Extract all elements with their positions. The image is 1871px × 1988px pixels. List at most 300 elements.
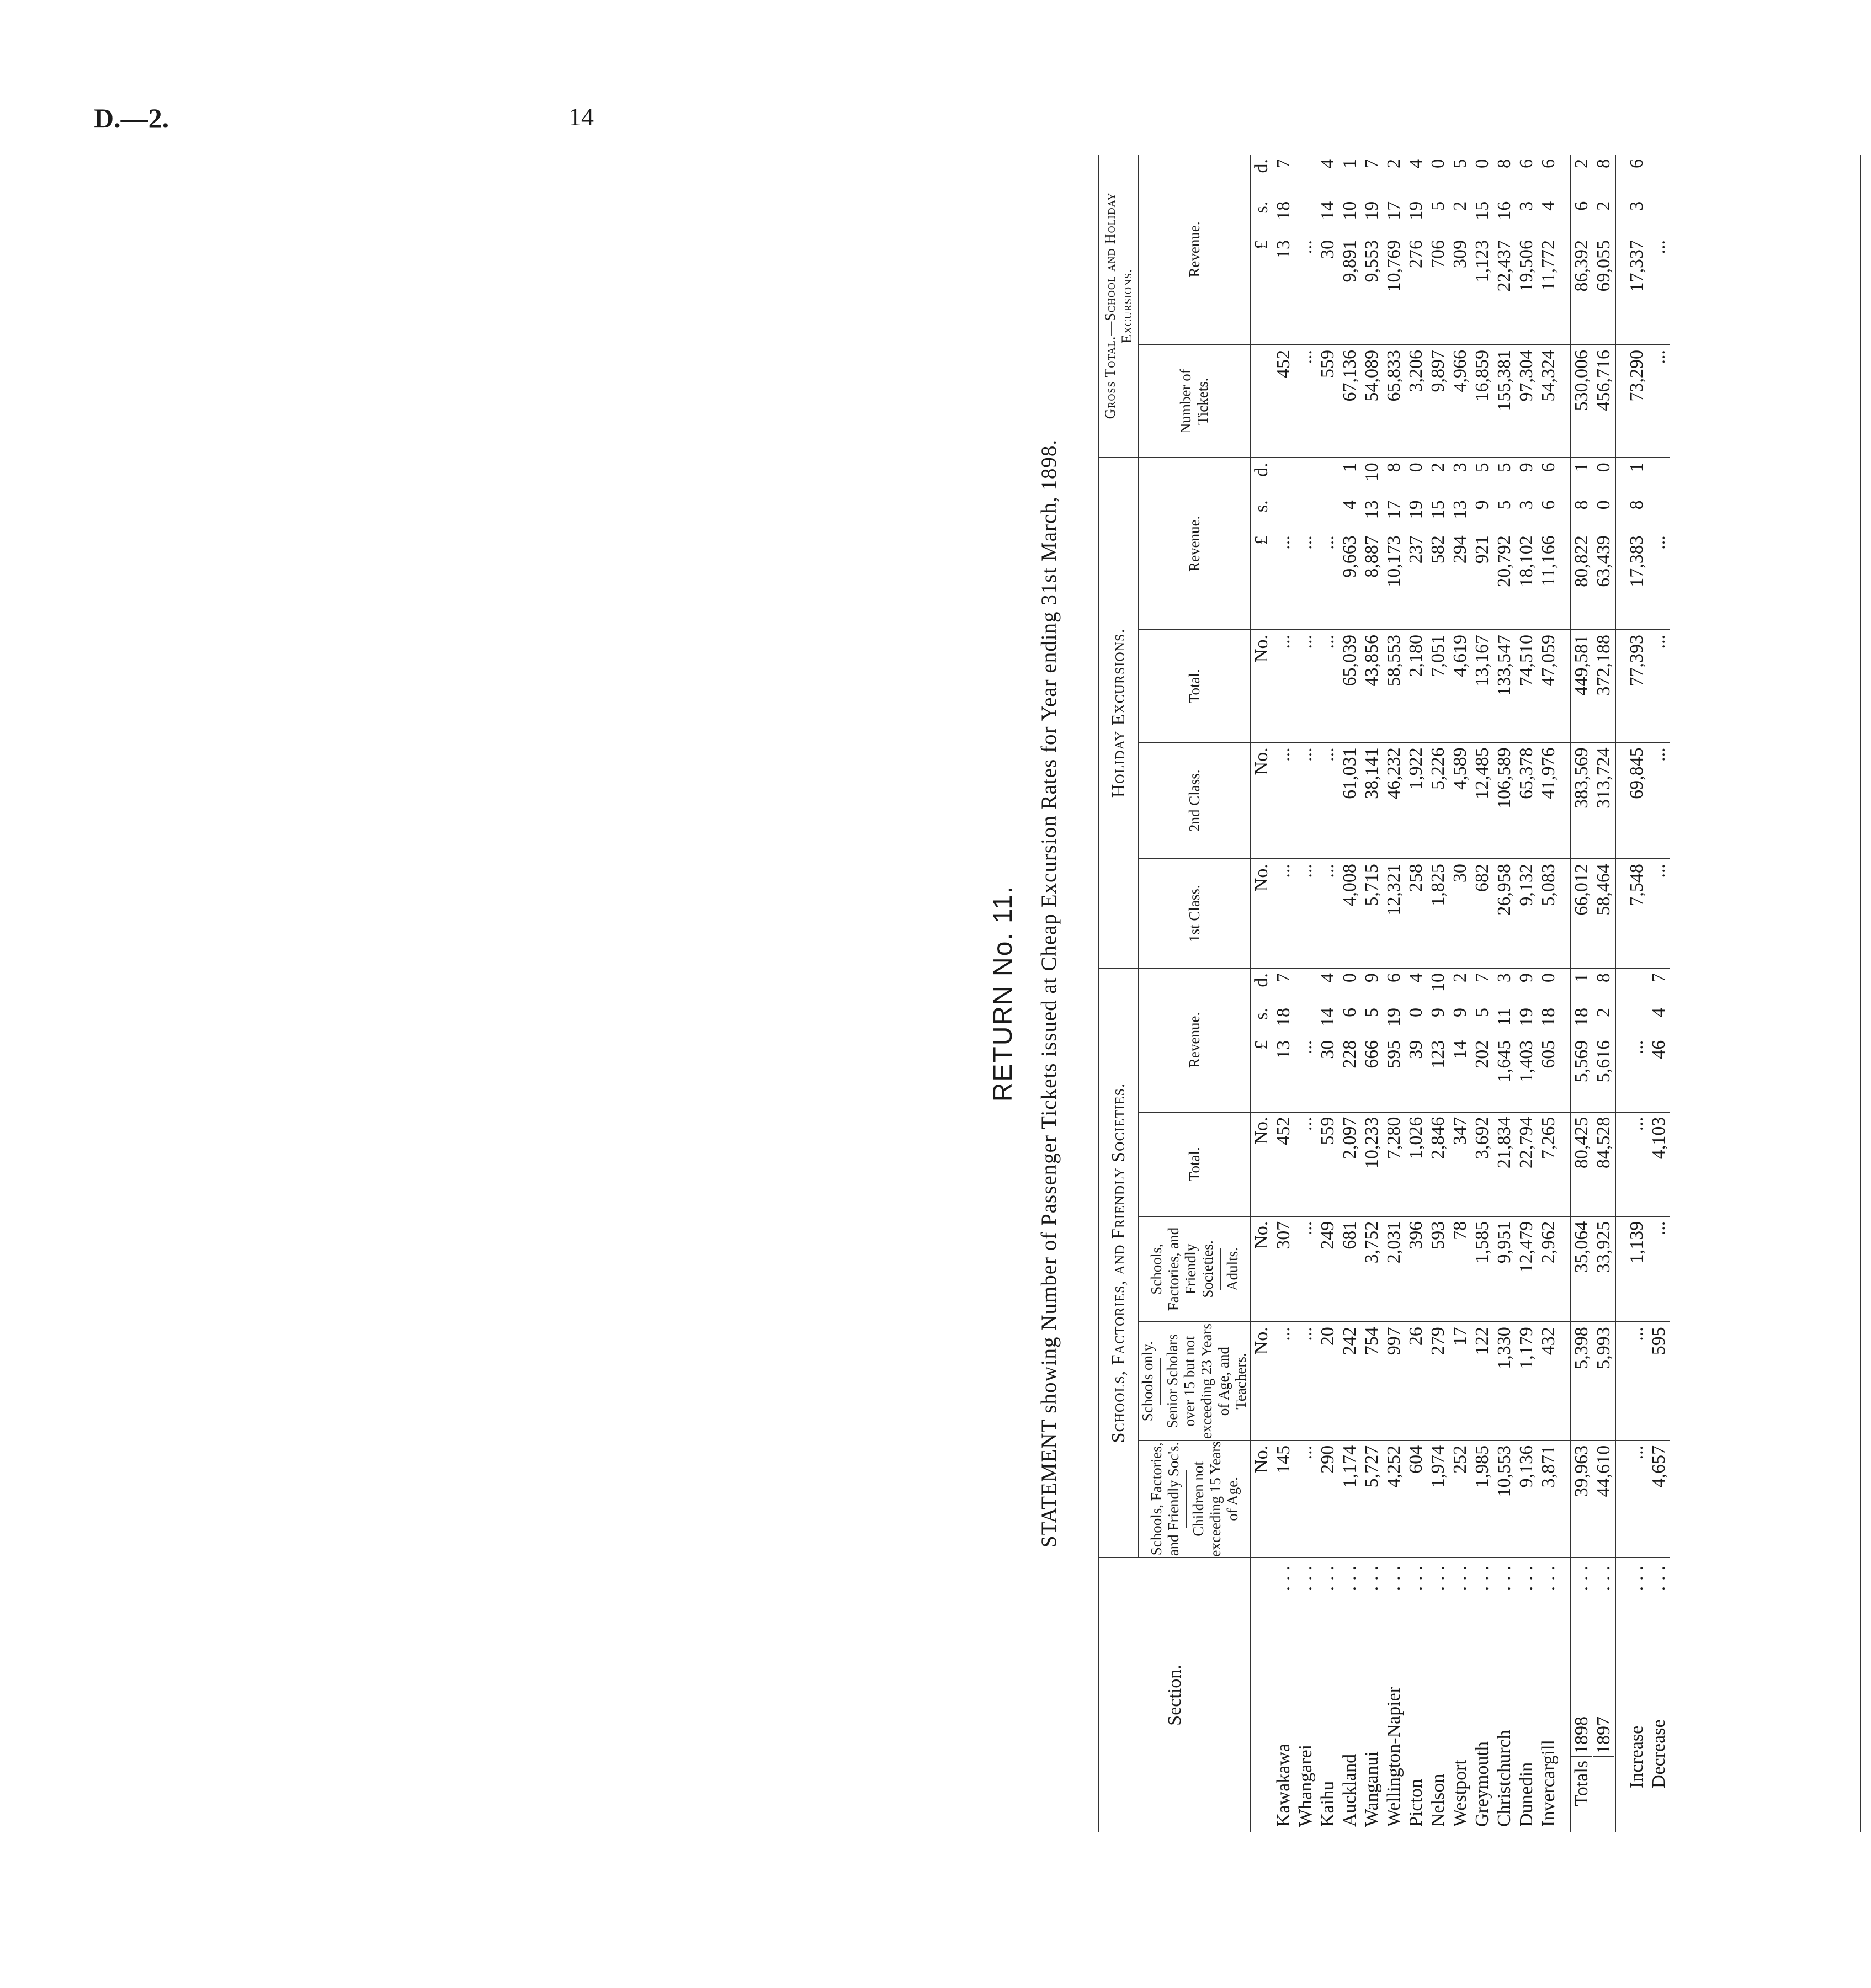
cell-grev-pence: 4 bbox=[1406, 159, 1427, 168]
cell-second-class: ... bbox=[1648, 742, 1670, 859]
spacer-cell bbox=[1615, 742, 1626, 859]
summary-label bbox=[1627, 1560, 1647, 1827]
cell-second-class: 1,922 bbox=[1405, 742, 1427, 859]
cell-rev-pence: 10 bbox=[1427, 968, 1449, 1003]
cell-hrev-pounds: ... bbox=[1649, 535, 1670, 550]
cell-first-class: 258 bbox=[1405, 859, 1427, 968]
spacer-cell bbox=[1615, 630, 1626, 742]
cell-rev-pence: 7 bbox=[1471, 968, 1493, 1003]
cell-children: 1,974 bbox=[1427, 1440, 1449, 1558]
spacer-cell bbox=[1560, 1558, 1570, 1832]
cell-children: 252 bbox=[1449, 1440, 1471, 1558]
cell-total: 22,794 bbox=[1516, 1112, 1538, 1216]
cell-hrev-shillings: 19 bbox=[1406, 500, 1427, 519]
units-no: No. bbox=[1250, 1322, 1273, 1440]
cell-hrev-pence bbox=[1648, 458, 1670, 496]
cell-adults: 1,139 bbox=[1626, 1216, 1648, 1322]
spacer-cell bbox=[1560, 496, 1570, 531]
cell-tickets: 155,381 bbox=[1493, 345, 1516, 458]
cell-total: 3,692 bbox=[1471, 1112, 1493, 1216]
cell-children: 604 bbox=[1405, 1440, 1427, 1558]
cell-holiday-total: 449,581 bbox=[1570, 630, 1593, 742]
spacer-cell bbox=[1615, 496, 1626, 531]
cell-grev-pounds: 86,392 bbox=[1570, 236, 1593, 345]
cell-rev-pence: 0 bbox=[1339, 968, 1361, 1003]
cell-hrev-shillings bbox=[1648, 496, 1670, 531]
col-senior-top: Schools only. bbox=[1139, 1341, 1156, 1422]
spacer-cell bbox=[1560, 742, 1570, 859]
cell-total: 347 bbox=[1449, 1112, 1471, 1216]
cell-second-class: 61,031 bbox=[1339, 742, 1361, 859]
cell-adults: 3,752 bbox=[1361, 1216, 1383, 1322]
cell-hrev-shillings: 0 bbox=[1593, 500, 1614, 510]
spacer-cell bbox=[1560, 1216, 1570, 1322]
cell-hrev-pounds: ... bbox=[1273, 535, 1294, 550]
cell-first-class: 58,464 bbox=[1593, 859, 1615, 968]
table-row bbox=[1538, 155, 1560, 1832]
cell-second-class: 4,589 bbox=[1449, 742, 1471, 859]
row-section-label: Christchurch bbox=[1494, 1730, 1515, 1827]
units-no: No. bbox=[1250, 742, 1273, 859]
spacer-cell bbox=[1560, 1036, 1570, 1112]
table-bottom-rule bbox=[1860, 155, 1861, 1832]
table-row bbox=[1449, 155, 1471, 1832]
cell-grev-pounds: 22,437 bbox=[1494, 240, 1515, 292]
cell-rev-pence: 1 bbox=[1570, 968, 1593, 1003]
cell-senior: 595 bbox=[1648, 1322, 1670, 1440]
spacer-cell bbox=[1560, 1440, 1570, 1558]
cell-hrev-pence: 1 bbox=[1626, 458, 1648, 496]
cell-rev-pounds: 39 bbox=[1406, 1040, 1427, 1059]
spacer-cell bbox=[1560, 197, 1570, 236]
cell-second-class: 65,378 bbox=[1516, 742, 1538, 859]
row-section bbox=[1493, 1558, 1516, 1832]
totals-year: 1897 bbox=[1593, 1716, 1614, 1757]
cell-rev-shillings: 2 bbox=[1593, 1007, 1614, 1017]
group-holiday: Holiday Excursions. bbox=[1099, 458, 1139, 968]
table-row bbox=[1626, 155, 1648, 1832]
row-section-label: Whangarei bbox=[1295, 1744, 1316, 1827]
cell-total: 559 bbox=[1317, 1112, 1339, 1216]
cell-hrev-shillings: 6 bbox=[1538, 500, 1559, 510]
cell-grev-shillings: 4 bbox=[1538, 201, 1559, 211]
cell-second-class: 383,569 bbox=[1570, 742, 1593, 859]
cell-first-class: ... bbox=[1317, 859, 1339, 968]
spacer-cell bbox=[1615, 531, 1626, 630]
summary-label bbox=[1649, 1560, 1670, 1827]
cell-hrev-shillings: 8 bbox=[1627, 500, 1647, 510]
spacer-row bbox=[1560, 155, 1570, 1832]
cell-holiday-total: 74,510 bbox=[1516, 630, 1538, 742]
cell-hrev-pounds: ... bbox=[1317, 535, 1338, 550]
leader-dots: ... bbox=[1450, 1560, 1471, 1591]
cell-second-class: 12,485 bbox=[1471, 742, 1493, 859]
leader-dots: ... bbox=[1428, 1560, 1449, 1591]
cell-total: 1,026 bbox=[1405, 1112, 1427, 1216]
cell-hrev-shillings: 17 bbox=[1384, 500, 1405, 519]
cell-tickets: 456,716 bbox=[1593, 345, 1615, 458]
leader-dots: ... bbox=[1406, 1560, 1427, 1591]
summary-word: Increase bbox=[1627, 1725, 1647, 1788]
cell-hrev-shillings: 13 bbox=[1362, 500, 1383, 519]
col-revenue: Revenue. bbox=[1139, 968, 1250, 1112]
cell-senior: 432 bbox=[1538, 1322, 1560, 1440]
cell-rev-pounds: 666 bbox=[1362, 1040, 1383, 1069]
row-section-label: Invercargill bbox=[1538, 1740, 1559, 1827]
row-section-label: Kawakawa bbox=[1273, 1743, 1294, 1827]
col-second-class: 2nd Class. bbox=[1139, 742, 1250, 859]
cell-senior: 242 bbox=[1339, 1322, 1361, 1440]
cell-hrev-pounds: 80,822 bbox=[1570, 531, 1593, 630]
row-section-label: Westport bbox=[1450, 1760, 1471, 1827]
cell-grev-pence: 7 bbox=[1273, 159, 1294, 168]
cell-grev-pence: 7 bbox=[1362, 159, 1383, 168]
cell-grev-pence: 1 bbox=[1340, 159, 1360, 168]
cell-holiday-total: 4,619 bbox=[1449, 630, 1471, 742]
totals-word: Totals bbox=[1571, 1761, 1592, 1806]
units-no: No. bbox=[1250, 1112, 1273, 1216]
units-no: No. bbox=[1250, 1216, 1273, 1322]
row-section bbox=[1538, 1558, 1560, 1832]
cell-grev-pence: 2 bbox=[1570, 155, 1593, 197]
cell-holiday-total: 13,167 bbox=[1471, 630, 1493, 742]
cell-grev-shillings: 2 bbox=[1450, 201, 1471, 211]
cell-rev-pence: 4 bbox=[1317, 968, 1339, 1003]
table-row bbox=[1648, 155, 1670, 1832]
col-tickets: Number of Tickets. bbox=[1139, 345, 1250, 458]
statement-title: STATEMENT showing Number of Passenger Tickets issued at Cheap Excursion Rates for Year ending 31st March, 1898. bbox=[1037, 439, 1061, 1548]
cell-first-class: ... bbox=[1273, 859, 1295, 968]
cell-hrev-pounds: 11,166 bbox=[1538, 535, 1559, 587]
cell-first-class: ... bbox=[1648, 859, 1670, 968]
excursion-table bbox=[1098, 155, 1670, 1832]
cell-rev-shillings bbox=[1626, 1003, 1648, 1036]
cell-total: 21,834 bbox=[1493, 1112, 1516, 1216]
cell-grev-pence: 5 bbox=[1450, 159, 1471, 168]
cell-rev-shillings: 14 bbox=[1317, 1007, 1338, 1027]
col-adults-top: Schools, Factories, and Friendly Societies. bbox=[1147, 1227, 1216, 1311]
units-shilling: s. bbox=[1251, 1007, 1272, 1020]
cell-rev-shillings bbox=[1295, 1003, 1317, 1036]
cell-adults: 307 bbox=[1273, 1216, 1295, 1322]
cell-hrev-shillings bbox=[1317, 496, 1339, 531]
units-pence: d. bbox=[1250, 968, 1273, 1003]
row-section-label: Wellington-Napier bbox=[1384, 1686, 1405, 1827]
cell-total: 7,280 bbox=[1383, 1112, 1405, 1216]
cell-senior: 1,179 bbox=[1516, 1322, 1538, 1440]
cell-holiday-total: 2,180 bbox=[1405, 630, 1427, 742]
cell-senior: 5,993 bbox=[1593, 1322, 1615, 1440]
leader-dots: ... bbox=[1340, 1560, 1360, 1591]
units-pence: d. bbox=[1250, 458, 1273, 496]
cell-adults: ... bbox=[1295, 1216, 1317, 1322]
units-no: No. bbox=[1250, 630, 1273, 742]
spacer-cell bbox=[1560, 236, 1570, 345]
col-children-bottom: Children not exceeding 15 Years of Age. bbox=[1189, 1441, 1241, 1557]
cell-grev-pounds: 309 bbox=[1450, 240, 1471, 269]
leader-dots: ... bbox=[1295, 1560, 1316, 1591]
page-number: 14 bbox=[568, 103, 594, 131]
cell-rev-shillings: 18 bbox=[1538, 1007, 1559, 1027]
col-gross-revenue: Revenue. bbox=[1139, 155, 1250, 345]
spacer-row bbox=[1615, 155, 1626, 1832]
cell-holiday-total: ... bbox=[1648, 630, 1670, 742]
row-section-label: Kaihu bbox=[1317, 1780, 1338, 1827]
cell-senior: 122 bbox=[1471, 1322, 1493, 1440]
cell-children: 10,553 bbox=[1493, 1440, 1516, 1558]
row-section bbox=[1405, 1558, 1427, 1832]
cell-grev-pence: 8 bbox=[1593, 159, 1614, 168]
cell-grev-pounds: 9,553 bbox=[1362, 240, 1383, 283]
cell-rev-pounds: 1,403 bbox=[1516, 1040, 1537, 1083]
cell-rev-pence bbox=[1626, 968, 1648, 1003]
totals-year: 1898 bbox=[1571, 1716, 1592, 1757]
cell-adults: 33,925 bbox=[1593, 1216, 1615, 1322]
cell-holiday-total: 77,393 bbox=[1626, 630, 1648, 742]
units-pound: £ bbox=[1251, 535, 1272, 545]
cell-second-class: 106,589 bbox=[1493, 742, 1516, 859]
cell-rev-pence: 9 bbox=[1516, 968, 1538, 1003]
cell-holiday-total: 58,553 bbox=[1383, 630, 1405, 742]
cell-second-class: 46,232 bbox=[1383, 742, 1405, 859]
cell-rev-shillings: 19 bbox=[1516, 1007, 1537, 1027]
cell-hrev-pence: 3 bbox=[1449, 458, 1471, 496]
units-pound: £ bbox=[1251, 1040, 1272, 1050]
cell-hrev-pence: 0 bbox=[1593, 458, 1615, 496]
spacer-cell bbox=[1615, 968, 1626, 1003]
cell-hrev-pence: 5 bbox=[1471, 458, 1493, 496]
cell-adults: 1,585 bbox=[1471, 1216, 1493, 1322]
leader-dots: ... bbox=[1538, 1560, 1559, 1591]
spacer-cell bbox=[1615, 345, 1626, 458]
row-section bbox=[1516, 1558, 1538, 1832]
cell-hrev-pounds: 294 bbox=[1450, 535, 1471, 564]
col-adults bbox=[1139, 1216, 1250, 1322]
cell-grev-pence: 6 bbox=[1627, 159, 1647, 168]
spacer-cell bbox=[1615, 1036, 1626, 1112]
table-row bbox=[1570, 155, 1593, 1832]
cell-hrev-shillings bbox=[1273, 496, 1295, 531]
spacer-cell bbox=[1615, 1112, 1626, 1216]
cell-hrev-pence: 10 bbox=[1361, 458, 1383, 496]
return-title: RETURN No. 11. bbox=[988, 885, 1018, 1102]
spacer-cell bbox=[1560, 155, 1570, 197]
cell-rev-pounds: ... bbox=[1627, 1040, 1647, 1055]
leader-dots: ... bbox=[1494, 1560, 1515, 1591]
cell-grev-pence: 2 bbox=[1384, 159, 1405, 168]
cell-total: 7,265 bbox=[1538, 1112, 1560, 1216]
cell-holiday-total: ... bbox=[1273, 630, 1295, 742]
row-section-label: Picton bbox=[1406, 1779, 1427, 1827]
units-shilling: s. bbox=[1251, 201, 1272, 214]
row-section bbox=[1648, 1558, 1670, 1832]
cell-holiday-total: 372,188 bbox=[1593, 630, 1615, 742]
cell-rev-pounds: ... bbox=[1295, 1040, 1316, 1055]
row-section bbox=[1273, 1558, 1295, 1832]
cell-hrev-pence: 1 bbox=[1339, 458, 1361, 496]
cell-total: ... bbox=[1626, 1112, 1648, 1216]
spacer-cell bbox=[1615, 1558, 1626, 1832]
cell-senior: ... bbox=[1626, 1322, 1648, 1440]
cell-tickets: 530,006 bbox=[1570, 345, 1593, 458]
spacer-cell bbox=[1560, 859, 1570, 968]
group-schools: Schools, Factories, and Friendly Societies. bbox=[1099, 968, 1139, 1558]
cell-first-class: 5,715 bbox=[1361, 859, 1383, 968]
table-row bbox=[1317, 155, 1339, 1832]
spacer-cell bbox=[1615, 1216, 1626, 1322]
col-section: Section. bbox=[1099, 1558, 1250, 1832]
cell-grev-pounds: ... bbox=[1295, 240, 1316, 254]
cell-senior: 5,398 bbox=[1570, 1322, 1593, 1440]
table-row bbox=[1471, 155, 1493, 1832]
row-section-label: Auckland bbox=[1340, 1753, 1360, 1827]
cell-hrev-pounds: 9,663 bbox=[1340, 535, 1360, 578]
spacer-cell bbox=[1560, 1003, 1570, 1036]
spacer-cell bbox=[1560, 1322, 1570, 1440]
cell-grev-shillings: 3 bbox=[1516, 201, 1537, 211]
cell-adults: 249 bbox=[1317, 1216, 1339, 1322]
cell-rev-shillings: 11 bbox=[1494, 1007, 1515, 1026]
cell-second-class: 69,845 bbox=[1626, 742, 1648, 859]
cell-grev-pounds: 17,337 bbox=[1627, 240, 1647, 292]
cell-grev-pounds: 30 bbox=[1317, 240, 1338, 259]
cell-rev-pounds: 5,569 bbox=[1570, 1036, 1593, 1112]
table-row bbox=[1405, 155, 1427, 1832]
cell-grev-shillings: 3 bbox=[1627, 201, 1647, 211]
cell-total: 4,103 bbox=[1648, 1112, 1670, 1216]
cell-adults: 9,951 bbox=[1493, 1216, 1516, 1322]
cell-rev-pence: 7 bbox=[1648, 968, 1670, 1003]
group-gross: Gross Total.—School and Holiday Excursions. bbox=[1099, 155, 1139, 458]
row-section-label: Wanganui bbox=[1362, 1751, 1383, 1827]
cell-hrev-pence: 1 bbox=[1570, 458, 1593, 496]
cell-grev-shillings: 18 bbox=[1273, 201, 1294, 220]
table-row bbox=[1427, 155, 1449, 1832]
cell-rev-pence: 6 bbox=[1383, 968, 1405, 1003]
cell-grev-shillings: 10 bbox=[1340, 201, 1360, 220]
cell-hrev-pounds: 10,173 bbox=[1384, 535, 1405, 587]
cell-children: 39,963 bbox=[1570, 1440, 1593, 1558]
cell-grev-pence bbox=[1295, 155, 1317, 197]
spacer-cell bbox=[1560, 968, 1570, 1003]
table-row bbox=[1273, 155, 1295, 1832]
cell-hrev-pounds: 20,792 bbox=[1494, 535, 1515, 587]
cell-grev-pounds: 13 bbox=[1273, 240, 1294, 259]
cell-rev-pence: 7 bbox=[1273, 968, 1295, 1003]
cell-tickets: 16,859 bbox=[1471, 345, 1493, 458]
cell-hrev-pounds: 18,102 bbox=[1516, 535, 1537, 587]
leader-dots: ... bbox=[1362, 1560, 1383, 1591]
cell-holiday-total: ... bbox=[1295, 630, 1317, 742]
row-section-label: Dunedin bbox=[1516, 1762, 1537, 1827]
cell-total: 10,233 bbox=[1361, 1112, 1383, 1216]
cell-rev-pounds: 30 bbox=[1317, 1040, 1338, 1059]
cell-children: 44,610 bbox=[1593, 1440, 1615, 1558]
leader-dots: ... bbox=[1649, 1560, 1670, 1591]
cell-hrev-pounds: 237 bbox=[1406, 535, 1427, 564]
cell-hrev-pounds: 921 bbox=[1472, 535, 1493, 564]
cell-tickets: 452 bbox=[1273, 345, 1295, 458]
leader-dots: ... bbox=[1593, 1560, 1614, 1591]
cell-total: 80,425 bbox=[1570, 1112, 1593, 1216]
cell-rev-pounds: 13 bbox=[1273, 1040, 1294, 1059]
cell-rev-pence: 0 bbox=[1538, 968, 1560, 1003]
cell-total: 2,097 bbox=[1339, 1112, 1361, 1216]
cell-rev-shillings: 9 bbox=[1428, 1007, 1449, 1017]
row-section bbox=[1317, 1558, 1339, 1832]
cell-grev-pence: 6 bbox=[1516, 159, 1537, 168]
col-first-class: 1st Class. bbox=[1139, 859, 1250, 968]
cell-grev-shillings: 16 bbox=[1494, 201, 1515, 220]
cell-hrev-shillings: 4 bbox=[1340, 500, 1360, 510]
leader-dots: ... bbox=[1516, 1560, 1537, 1591]
col-total: Total. bbox=[1139, 1112, 1250, 1216]
leader-dots: ... bbox=[1571, 1560, 1592, 1591]
cell-senior: 26 bbox=[1405, 1322, 1427, 1440]
spacer-cell bbox=[1615, 1322, 1626, 1440]
cell-second-class: 38,141 bbox=[1361, 742, 1383, 859]
cell-adults: 78 bbox=[1449, 1216, 1471, 1322]
cell-rev-pounds: 46 bbox=[1649, 1040, 1670, 1059]
table-row bbox=[1295, 155, 1317, 1832]
cell-tickets: ... bbox=[1648, 345, 1670, 458]
cell-children: 290 bbox=[1317, 1440, 1339, 1558]
cell-hrev-pounds: 17,383 bbox=[1627, 535, 1647, 587]
cell-senior: ... bbox=[1273, 1322, 1295, 1440]
cell-tickets: 54,089 bbox=[1361, 345, 1383, 458]
cell-rev-pounds: 202 bbox=[1472, 1040, 1493, 1069]
cell-grev-pence: 4 bbox=[1317, 159, 1338, 168]
cell-first-class: 1,825 bbox=[1427, 859, 1449, 968]
units-no: No. bbox=[1250, 1440, 1273, 1558]
cell-adults: ... bbox=[1648, 1216, 1670, 1322]
cell-grev-pounds: 10,769 bbox=[1384, 240, 1405, 292]
cell-tickets: 73,290 bbox=[1626, 345, 1648, 458]
cell-grev-pounds: 69,055 bbox=[1593, 240, 1614, 292]
cell-tickets: ... bbox=[1295, 345, 1317, 458]
cell-hrev-pence: 5 bbox=[1493, 458, 1516, 496]
cell-children: ... bbox=[1295, 1440, 1317, 1558]
cell-rev-pence: 8 bbox=[1593, 968, 1615, 1003]
spacer-cell bbox=[1615, 1440, 1626, 1558]
cell-senior: 754 bbox=[1361, 1322, 1383, 1440]
table-row bbox=[1516, 155, 1538, 1832]
row-section bbox=[1295, 1558, 1317, 1832]
rotated-return-table bbox=[949, 155, 1871, 1832]
cell-adults: 681 bbox=[1339, 1216, 1361, 1322]
spacer-cell bbox=[1560, 1112, 1570, 1216]
cell-grev-pence: 8 bbox=[1494, 159, 1515, 168]
col-holiday-revenue: Revenue. bbox=[1139, 458, 1250, 630]
cell-first-class: 7,548 bbox=[1626, 859, 1648, 968]
spacer-cell bbox=[1615, 1003, 1626, 1036]
row-section bbox=[1427, 1558, 1449, 1832]
col-senior-bottom: Senior Scholars over 15 but not exceeding 23 Years of Age, and Teachers. bbox=[1164, 1323, 1250, 1439]
cell-rev-shillings: 4 bbox=[1649, 1007, 1670, 1017]
cell-first-class: 5,083 bbox=[1538, 859, 1560, 968]
cell-adults: 2,031 bbox=[1383, 1216, 1405, 1322]
cell-rev-pence: 3 bbox=[1493, 968, 1516, 1003]
leader-dots: ... bbox=[1472, 1560, 1493, 1591]
cell-children: 4,252 bbox=[1383, 1440, 1405, 1558]
cell-senior: 997 bbox=[1383, 1322, 1405, 1440]
cell-second-class: 313,724 bbox=[1593, 742, 1615, 859]
cell-tickets: 54,324 bbox=[1538, 345, 1560, 458]
row-section bbox=[1471, 1558, 1493, 1832]
cell-first-class: 12,321 bbox=[1383, 859, 1405, 968]
cell-hrev-pence bbox=[1317, 458, 1339, 496]
cell-first-class: 4,008 bbox=[1339, 859, 1361, 968]
